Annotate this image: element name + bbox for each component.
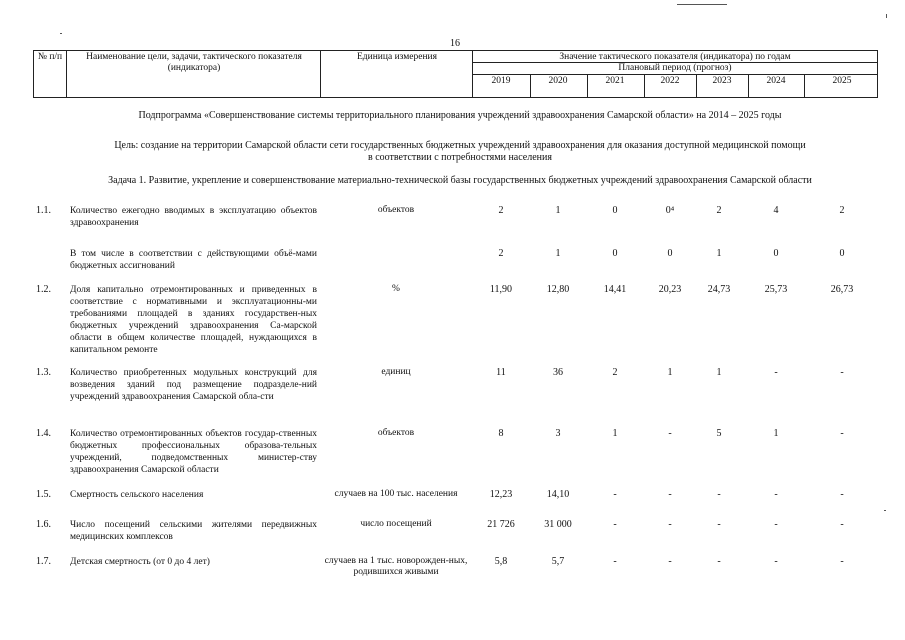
value-2020: 12,80 bbox=[546, 284, 570, 295]
year-2019: 2019 bbox=[491, 76, 511, 86]
value-2023: 1 bbox=[716, 248, 722, 259]
header-col-unit: Единица измерения bbox=[357, 52, 437, 62]
value-2019: 8 bbox=[498, 428, 504, 439]
value-2024: - bbox=[774, 519, 778, 530]
value-2025: - bbox=[840, 489, 844, 500]
scan-artifact bbox=[884, 510, 886, 511]
value-2021: 14,41 bbox=[603, 284, 627, 295]
year-divider bbox=[804, 74, 805, 97]
value-2024: 0 bbox=[773, 248, 779, 259]
value-2020: 3 bbox=[555, 428, 561, 439]
row-name: В том числе в соответствии с действующими объё-мами бюджетных ассигнований bbox=[70, 249, 317, 271]
value-2020: 36 bbox=[553, 367, 563, 378]
value-2022: - bbox=[668, 556, 672, 567]
row-number: 1.6. bbox=[36, 519, 51, 530]
value-2024: 25,73 bbox=[764, 284, 788, 295]
table-divider bbox=[320, 50, 321, 97]
row-unit: % bbox=[392, 284, 400, 294]
value-2025: 2 bbox=[839, 205, 845, 216]
value-2025: - bbox=[840, 556, 844, 567]
value-2024: 4 bbox=[773, 205, 779, 216]
row-name: Количество ежегодно вводимых в эксплуатацию объектов здравоохранения bbox=[70, 206, 317, 228]
row-name: Количество отремонтированных объектов государ-ственных бюджетных профессиональных образова-тельных учреждений, подведомственных министер-ству здравоохранения Самарской области bbox=[70, 429, 317, 475]
value-2022: - bbox=[668, 519, 672, 530]
value-2025: - bbox=[840, 367, 844, 378]
value-2019: 2 bbox=[498, 205, 504, 216]
header-planned-period: Плановый период (прогноз) bbox=[618, 63, 732, 73]
scan-artifact bbox=[677, 4, 727, 5]
value-2025: - bbox=[840, 428, 844, 439]
subprogram-title: Подпрограмма «Совершенствование системы территориального планирования учреждений здравоохранения Самарской области» на 2014 – 2025 годы bbox=[138, 110, 782, 121]
row-name: Количество приобретенных модульных конструкций для возведения зданий под размещение подразделе-ний учреждений здравоохранения Самарской обла-сти bbox=[70, 368, 317, 402]
row-number: 1.1. bbox=[36, 205, 51, 216]
value-2021: - bbox=[613, 556, 617, 567]
row-name: Детская смертность (от 0 до 4 лет) bbox=[70, 557, 210, 567]
row-unit: объектов bbox=[377, 428, 415, 438]
table-border-right bbox=[877, 50, 878, 97]
value-2023: 2 bbox=[716, 205, 722, 216]
table-border-bottom bbox=[33, 97, 878, 98]
task-title: Задача 1. Развитие, укрепление и совершенствование материально-технической базы государственных бюджетных учреждений здравоохранения Самарской области bbox=[108, 175, 812, 186]
row-unit: число посещений bbox=[360, 519, 432, 529]
value-2024: 1 bbox=[773, 428, 779, 439]
year-2025: 2025 bbox=[832, 76, 852, 86]
value-2021: - bbox=[613, 519, 617, 530]
row-name: Смертность сельского населения bbox=[70, 490, 204, 500]
row-name: Число посещений сельскими жителями передвижных медицинских комплексов bbox=[70, 520, 317, 542]
value-2019: 5,8 bbox=[494, 556, 508, 567]
value-2020: 31 000 bbox=[544, 519, 572, 530]
value-2021: 0 bbox=[612, 248, 618, 259]
row-number: 1.5. bbox=[36, 489, 51, 500]
value-2024: - bbox=[774, 367, 778, 378]
value-2024: - bbox=[774, 556, 778, 567]
goal-line-1: Цель: создание на территории Самарской области сети государственных бюджетных учреждений здравоохранения для оказания доступной медицинской помощи bbox=[114, 140, 806, 151]
table-border-top bbox=[33, 50, 878, 51]
value-2019: 11 bbox=[496, 367, 506, 378]
value-2024: - bbox=[774, 489, 778, 500]
value-2025: 26,73 bbox=[830, 284, 854, 295]
row-number: 1.2. bbox=[36, 284, 51, 295]
value-2021: 2 bbox=[612, 367, 618, 378]
year-2023: 2023 bbox=[712, 76, 732, 86]
value-2025: 0 bbox=[839, 248, 845, 259]
value-2023: - bbox=[717, 489, 721, 500]
value-2019: 11,90 bbox=[489, 284, 513, 295]
year-2022: 2022 bbox=[660, 76, 680, 86]
goal-line-2: в соответствии с потребностями населения bbox=[368, 152, 552, 163]
row-number: 1.7. bbox=[36, 556, 51, 567]
table-divider bbox=[66, 50, 67, 97]
value-2023: 1 bbox=[716, 367, 722, 378]
row-unit: единиц bbox=[381, 367, 411, 377]
value-2022: 0 bbox=[667, 248, 673, 259]
value-2023: 24,73 bbox=[707, 284, 731, 295]
value-2021: - bbox=[613, 489, 617, 500]
value-2021: 0 bbox=[612, 205, 618, 216]
value-2019: 12,23 bbox=[489, 489, 513, 500]
value-2019: 21 726 bbox=[487, 519, 515, 530]
value-2020: 1 bbox=[555, 248, 561, 259]
value-2023: 5 bbox=[716, 428, 722, 439]
value-2020: 1 bbox=[555, 205, 561, 216]
table-divider-period bbox=[472, 74, 878, 75]
scan-artifact bbox=[886, 14, 887, 18]
scan-artifact bbox=[60, 33, 62, 34]
header-col-no: № п/п bbox=[37, 52, 63, 62]
row-number: 1.3. bbox=[36, 367, 51, 378]
row-unit: случаев на 1 тыс. новорожден-ных, родившихся живыми bbox=[324, 556, 468, 577]
year-2021: 2021 bbox=[605, 76, 625, 86]
header-col-values: Значение тактического показателя (индикатора) по годам bbox=[559, 52, 791, 62]
value-2021: 1 bbox=[612, 428, 618, 439]
value-2022: 0⁴ bbox=[665, 205, 675, 216]
value-2025: - bbox=[840, 519, 844, 530]
value-2020: 14,10 bbox=[546, 489, 570, 500]
value-2022: 1 bbox=[667, 367, 673, 378]
row-number: 1.4. bbox=[36, 428, 51, 439]
value-2019: 2 bbox=[498, 248, 504, 259]
row-name: Доля капитально отремонтированных и приведенных в соответствие с нормативными и эксплуатационны-ми требованиями площадей в зданиях государствен-ных бюджетных учреждений здравоохранения Са-марской области в общем количестве площадей, нуждающихся в капитальном ремонте bbox=[70, 285, 317, 355]
row-unit: случаев на 100 тыс. населения bbox=[334, 489, 458, 499]
value-2023: - bbox=[717, 519, 721, 530]
value-2020: 5,7 bbox=[551, 556, 565, 567]
page-number: 16 bbox=[450, 38, 460, 49]
value-2022: 20,23 bbox=[658, 284, 682, 295]
year-2024: 2024 bbox=[766, 76, 786, 86]
value-2022: - bbox=[668, 489, 672, 500]
value-2023: - bbox=[717, 556, 721, 567]
header-col-name: Наименование цели, задачи, тактического показателя (индикатора) bbox=[86, 52, 302, 73]
value-2022: - bbox=[668, 428, 672, 439]
year-2020: 2020 bbox=[548, 76, 568, 86]
row-unit: объектов bbox=[377, 205, 415, 215]
